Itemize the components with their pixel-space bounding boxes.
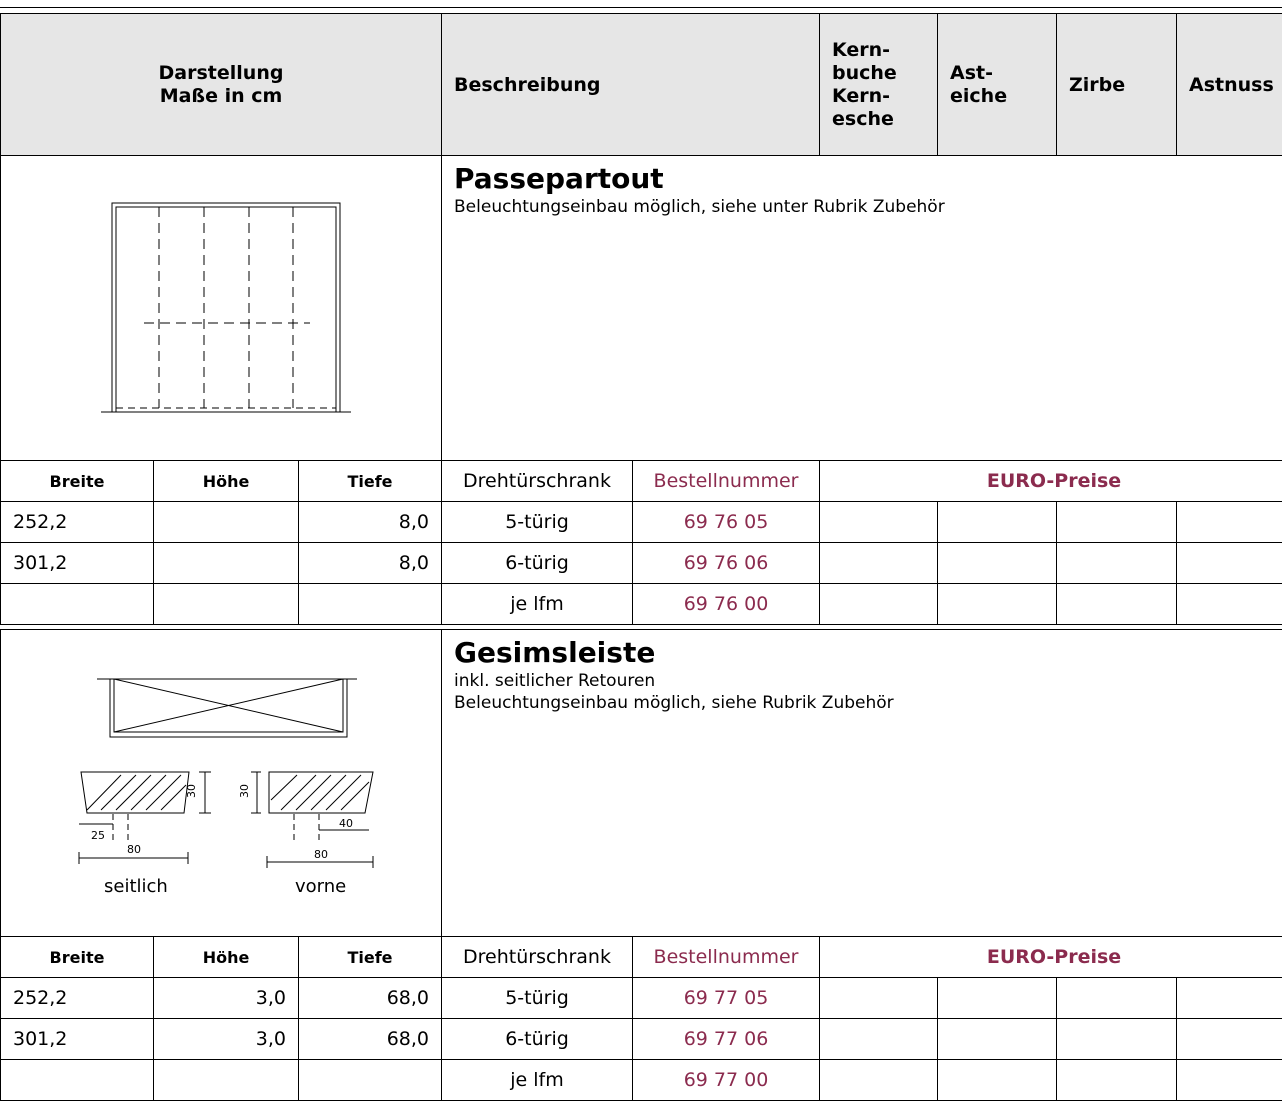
cell-bestellnummer: 69 77 00 [633, 1060, 820, 1101]
top-rule [0, 7, 1282, 8]
cell-price [1057, 502, 1177, 543]
cell-breite: 301,2 [1, 1019, 154, 1060]
col-drehtuerschrank: Drehtürschrank [442, 461, 633, 502]
table-row [1, 1019, 1282, 1060]
cell-price [938, 502, 1057, 543]
section-gesimsleiste [0, 629, 1282, 1101]
col-breite: Breite [1, 461, 154, 502]
cell-price [820, 1019, 938, 1060]
cell-typ: 5-türig [442, 502, 633, 543]
cell-hoehe: 3,0 [154, 978, 299, 1019]
cell-hoehe [154, 543, 299, 584]
dim-label: 80 [127, 843, 141, 856]
passepartout-drawing [1, 156, 442, 460]
cell-typ: 6-türig [442, 1019, 633, 1060]
cell-price [1177, 543, 1282, 584]
table-row [1, 543, 1282, 584]
cell-hoehe: 3,0 [154, 1019, 299, 1060]
cell-price [1177, 502, 1282, 543]
cell-price [820, 1060, 938, 1101]
cell-price [1057, 1019, 1177, 1060]
section-title: Gesimsleiste [454, 636, 1282, 670]
cell-tiefe: 68,0 [299, 978, 442, 1019]
table-row [1, 978, 1282, 1019]
col-bestellnummer: Bestellnummer [633, 937, 820, 978]
cell-breite [1, 584, 154, 625]
col-hoehe: Höhe [154, 937, 299, 978]
header-zirbe: Zirbe [1057, 14, 1177, 156]
dim-label: 80 [314, 848, 328, 861]
cell-price [938, 1060, 1057, 1101]
section-passepartout [0, 155, 1282, 625]
cell-tiefe: 68,0 [299, 1019, 442, 1060]
section-title: Passepartout [454, 162, 1282, 196]
cell-price [820, 543, 938, 584]
cell-hoehe [154, 502, 299, 543]
cell-price [1057, 1060, 1177, 1101]
gesimsleiste-drawing [1, 630, 442, 936]
header-asteiche: Ast- eiche [938, 14, 1057, 156]
passepartout-drawing-cell [1, 156, 442, 461]
table-row [1, 502, 1282, 543]
cell-bestellnummer: 69 77 05 [633, 978, 820, 1019]
header-beschreibung: Beschreibung [442, 14, 820, 156]
gesimsleiste-drawing-cell [1, 630, 442, 937]
table-row [1, 584, 1282, 625]
col-breite: Breite [1, 937, 154, 978]
cell-breite: 301,2 [1, 543, 154, 584]
cell-breite [1, 1060, 154, 1101]
table-row [1, 1060, 1282, 1101]
col-euro-preise: EURO-Preise [820, 937, 1282, 978]
cell-price [1177, 584, 1282, 625]
cell-price [820, 978, 938, 1019]
cell-price [938, 584, 1057, 625]
cell-price [1177, 978, 1282, 1019]
cell-price [938, 543, 1057, 584]
col-drehtuerschrank: Drehtürschrank [442, 937, 633, 978]
cell-breite: 252,2 [1, 502, 154, 543]
cell-price [938, 1019, 1057, 1060]
cell-tiefe [299, 584, 442, 625]
header-kernbuche-kernesche: Kern- buche Kern- esche [820, 14, 938, 156]
cell-price [1057, 543, 1177, 584]
description-line: inkl. seitlicher Retouren [454, 670, 1282, 692]
cell-typ: je lfm [442, 584, 633, 625]
label-vorne: vorne [295, 876, 346, 897]
cell-price [1057, 584, 1177, 625]
cell-hoehe [154, 584, 299, 625]
column-header-row [1, 937, 1282, 978]
cell-bestellnummer: 69 76 00 [633, 584, 820, 625]
dim-label: 30 [185, 784, 198, 798]
cell-breite: 252,2 [1, 978, 154, 1019]
col-hoehe: Höhe [154, 461, 299, 502]
cell-bestellnummer: 69 76 06 [633, 543, 820, 584]
column-header-row [1, 461, 1282, 502]
label-seitlich: seitlich [104, 876, 168, 897]
header-darstellung: Darstellung Maße in cm [1, 14, 442, 156]
header-astnuss: Astnuss [1177, 14, 1282, 156]
cell-price [820, 502, 938, 543]
cell-price [1177, 1019, 1282, 1060]
cell-tiefe: 8,0 [299, 502, 442, 543]
col-euro-preise: EURO-Preise [820, 461, 1282, 502]
cell-typ: 6-türig [442, 543, 633, 584]
cell-hoehe [154, 1060, 299, 1101]
cell-bestellnummer: 69 77 06 [633, 1019, 820, 1060]
cell-price [1057, 978, 1177, 1019]
cell-typ: 5-türig [442, 978, 633, 1019]
dim-label: 30 [238, 784, 251, 798]
col-bestellnummer: Bestellnummer [633, 461, 820, 502]
cell-bestellnummer: 69 76 05 [633, 502, 820, 543]
cell-tiefe [299, 1060, 442, 1101]
cell-price [938, 978, 1057, 1019]
col-tiefe: Tiefe [299, 461, 442, 502]
dim-label: 40 [339, 817, 353, 830]
cell-typ: je lfm [442, 1060, 633, 1101]
cell-price [820, 584, 938, 625]
price-table-header [0, 13, 1282, 156]
cell-tiefe: 8,0 [299, 543, 442, 584]
description-line: Beleuchtungseinbau möglich, siehe Rubrik Zubehör [454, 692, 1282, 714]
description-line: Beleuchtungseinbau möglich, siehe unter Rubrik Zubehör [454, 196, 1282, 218]
gesimsleiste-description-cell [442, 630, 1282, 937]
passepartout-description-cell [442, 156, 1282, 461]
col-tiefe: Tiefe [299, 937, 442, 978]
dim-label: 25 [91, 829, 105, 842]
cell-price [1177, 1060, 1282, 1101]
